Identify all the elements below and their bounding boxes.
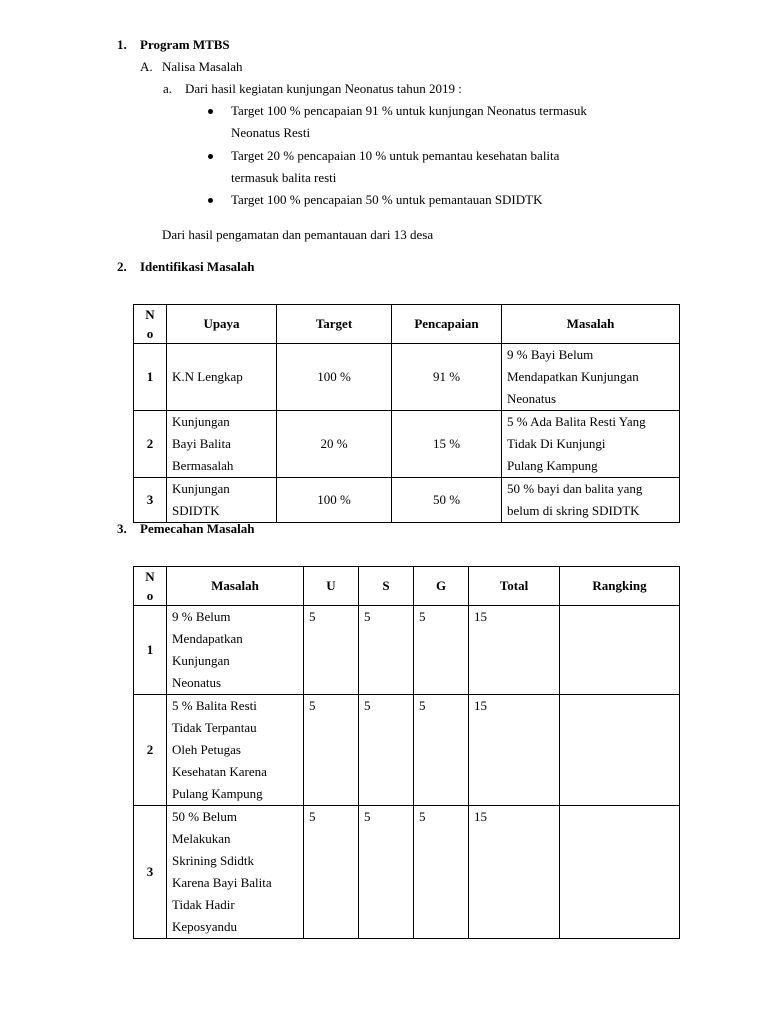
row-target: 20 % [277,411,392,478]
row-number: 2 [134,411,167,478]
header-target: Target [277,305,392,344]
table-header-row [134,567,680,606]
row-total: 15 [469,806,560,939]
table-row [134,411,680,478]
section-1-title: Program MTBS [140,37,230,52]
row-number: 1 [134,344,167,411]
row-pencapaian: 15 % [392,411,502,478]
row-number: 2 [134,695,167,806]
header-no: N o [134,305,167,344]
item-a-text: Dari hasil kegiatan kunjungan Neonatus tahun 2019 : [185,81,462,96]
bullet-3-line-1: Target 100 % pencapaian 50 % untuk pemantauan SDIDTK [231,192,543,207]
row-target: 100 % [277,478,392,523]
header-total: Total [469,567,560,606]
row-s: 5 [359,806,414,939]
row-pencapaian: 50 % [392,478,502,523]
subsection-a-title: Nalisa Masalah [162,59,243,74]
row-upaya: Kunjungan Bayi Balita Bermasalah [167,411,277,478]
item-a-letter: a. [163,81,173,96]
subsection-a-letter: A. [140,59,153,74]
header-u: U [304,567,359,606]
header-s: S [359,567,414,606]
header-pencapaian: Pencapaian [392,305,502,344]
section-1-number: 1. [117,37,127,52]
row-pencapaian: 91 % [392,344,502,411]
table-row [134,344,680,411]
bullet-1-line-2: Neonatus Resti [231,125,311,140]
row-s: 5 [359,606,414,695]
table-row [134,478,680,523]
header-upaya: Upaya [167,305,277,344]
header-g: G [414,567,469,606]
row-rangking [560,695,680,806]
row-total: 15 [469,695,560,806]
section-2-number: 2. [117,259,127,274]
row-g: 5 [414,806,469,939]
row-number: 3 [134,806,167,939]
section-2-title: Identifikasi Masalah [140,259,255,274]
header-rangking: Rangking [560,567,680,606]
pemecahan-table [133,566,680,939]
table-row [134,806,680,939]
row-number: 1 [134,606,167,695]
table-header-row [134,305,680,344]
row-masalah: 5 % Ada Balita Resti Yang Tidak Di Kunjungi Pulang Kampung [502,411,680,478]
row-upaya: K.N Lengkap [167,344,277,411]
row-u: 5 [304,695,359,806]
table-row [134,695,680,806]
row-total: 15 [469,606,560,695]
row-u: 5 [304,606,359,695]
row-u: 5 [304,806,359,939]
section-3-title: Pemecahan Masalah [140,521,255,536]
row-masalah: 9 % Bayi Belum Mendapatkan Kunjungan Neonatus [502,344,680,411]
row-s: 5 [359,695,414,806]
bullet-2-line-2: termasuk balita resti [231,170,337,185]
row-rangking [560,606,680,695]
table-row [134,606,680,695]
row-masalah: 9 % Belum Mendapatkan Kunjungan Neonatus [167,606,304,695]
bullet-dot-icon [208,109,213,114]
row-g: 5 [414,695,469,806]
bullet-dot-icon [208,154,213,159]
header-masalah: Masalah [502,305,680,344]
bullet-dot-icon [208,198,213,203]
row-rangking [560,806,680,939]
row-upaya: Kunjungan SDIDTK [167,478,277,523]
row-g: 5 [414,606,469,695]
row-masalah: 50 % bayi dan balita yang belum di skring SDIDTK [502,478,680,523]
header-masalah: Masalah [167,567,304,606]
section-3-number: 3. [117,521,127,536]
row-number: 3 [134,478,167,523]
header-no: N o [134,567,167,606]
row-target: 100 % [277,344,392,411]
row-masalah: 50 % Belum Melakukan Skrining Sdidtk Karena Bayi Balita Tidak Hadir Keposyandu [167,806,304,939]
bullet-2-line-1: Target 20 % pencapaian 10 % untuk pemantau kesehatan balita [231,148,560,163]
identifikasi-table [133,304,680,523]
row-masalah: 5 % Balita Resti Tidak Terpantau Oleh Petugas Kesehatan Karena Pulang Kampung [167,695,304,806]
closing-text: Dari hasil pengamatan dan pemantauan dari 13 desa [162,227,434,242]
bullet-1-line-1: Target 100 % pencapaian 91 % untuk kunjungan Neonatus termasuk [231,103,587,118]
